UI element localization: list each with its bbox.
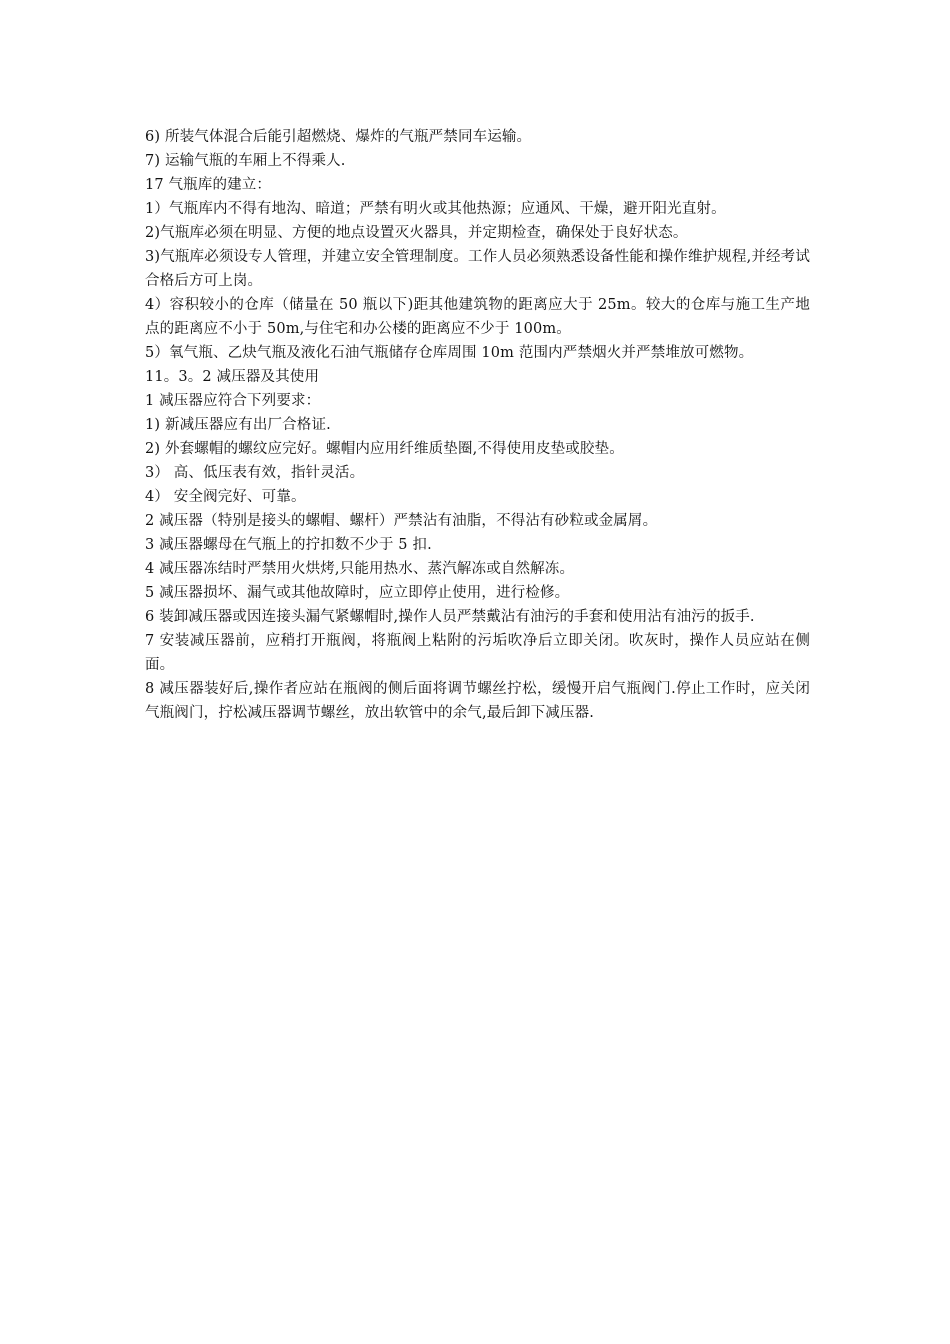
paragraph-7-no-passengers: 7) 运输气瓶的车厢上不得乘人. xyxy=(145,153,346,169)
paragraph-17-1: 1）气瓶库内不得有地沟、暗道；严禁有明火或其他热源；应通风、干燥，避开阳光直射。 xyxy=(145,201,726,217)
paragraph-6: 6 装卸减压器或因连接头漏气紧螺帽时,操作人员严禁戴沾有油污的手套和使用沾有油污的扳手. xyxy=(145,609,755,625)
paragraph-1-4: 4） 安全阀完好、可靠。 xyxy=(145,489,306,505)
paragraph-2: 2 减压器（特别是接头的螺帽、螺杆）严禁沾有油脂，不得沾有砂粒或金属屑。 xyxy=(145,513,658,529)
paragraph-1-2: 2) 外套螺帽的螺纹应完好。螺帽内应用纤维质垫圈,不得使用皮垫或胶垫。 xyxy=(145,441,624,457)
paragraph-3: 3 减压器螺母在气瓶上的拧扣数不少于 5 扣. xyxy=(145,537,432,553)
paragraph-17-3: 3)气瓶库必须设专人管理，并建立安全管理制度。工作人员必须熟悉设备性能和操作维护规程,并经考试合格后方可上岗。 xyxy=(145,249,810,289)
paragraph-1-1: 1) 新减压器应有出厂合格证. xyxy=(145,417,331,433)
paragraph-4: 4 减压器冻结时严禁用火烘烤,只能用热水、蒸汽解冻或自然解冻。 xyxy=(145,561,575,577)
paragraph-1-requirements: 1 减压器应符合下列要求： xyxy=(145,393,321,409)
paragraph-6-no-mixed-transport: 6) 所装气体混合后能引超燃烧、爆炸的气瓶严禁同车运输。 xyxy=(145,129,532,145)
paragraph-17-2: 2)气瓶库必须在明显、方便的地点设置灭火器具，并定期检查，确保处于良好状态。 xyxy=(145,225,688,241)
paragraph-1-3: 3） 高、低压表有效，指针灵活。 xyxy=(145,465,365,481)
paragraph-7: 7 安装减压器前，应稍打开瓶阀，将瓶阀上粘附的污垢吹净后立即关闭。吹灰时，操作人员应站在侧面。 xyxy=(145,633,810,673)
paragraph-8: 8 减压器装好后,操作者应站在瓶阀的侧后面将调节螺丝拧松，缓慢开启气瓶阀门.停止工作时，应关闭气瓶阀门，拧松减压器调节螺丝，放出软管中的余气,最后卸下减压器. xyxy=(145,681,810,721)
section-heading-17: 17 气瓶库的建立： xyxy=(145,177,272,193)
paragraph-17-5: 5）氧气瓶、乙炔气瓶及液化石油气瓶储存仓库周围 10m 范围内严禁烟火并严禁堆放可燃物。 xyxy=(145,345,754,361)
section-heading-11-3-2: 11。3。2 减压器及其使用 xyxy=(145,369,320,385)
document-body xyxy=(145,125,810,725)
paragraph-17-4: 4）容积较小的仓库（储量在 50 瓶以下)距其他建筑物的距离应大于 25m。较大的仓库与施工生产地点的距离应不小于 50m,与住宅和办公楼的距离应不少于 100m。 xyxy=(145,297,810,337)
paragraph-5: 5 减压器损坏、漏气或其他故障时，应立即停止使用，进行检修。 xyxy=(145,585,570,601)
